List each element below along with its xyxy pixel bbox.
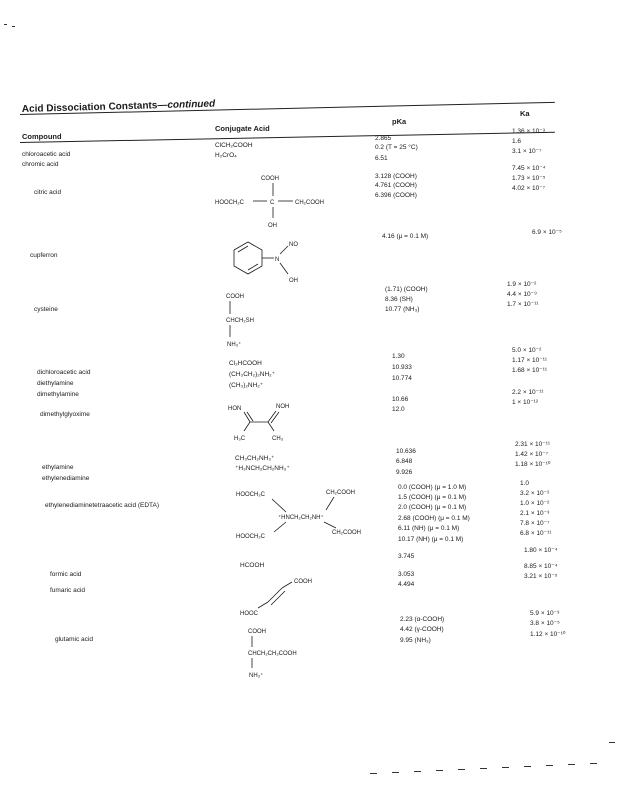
ka-citric-1: 7.45 × 10⁻⁴ [512,165,546,172]
compound-diethylamine: diethylamine [37,380,74,387]
pka-citric-2: 4.761 (COOH) [375,182,417,189]
ka-citric-2: 1.73 × 10⁻⁵ [512,175,546,182]
ka-cupferron: 6.9 × 10⁻⁵ [532,229,562,236]
svg-text:NH₃⁺: NH₃⁺ [227,342,242,348]
svg-text:COOH: COOH [248,629,266,635]
conjugate-ethylamine: CH₃CH₂NH₃⁺ [235,455,275,462]
cupferron-structure [222,236,312,297]
column-header-conjugate-acid: Conjugate Acid [215,124,270,133]
ka-glutamic-3: 1.12 × 10⁻¹⁰ [530,631,566,638]
ka-dimethylamine: 1.68 × 10⁻¹¹ [512,367,548,374]
pka-citric-3: 6.396 (COOH) [375,192,417,199]
compound-ethylamine: ethylamine [42,464,74,471]
ka-chromic-1: 1.6 [512,138,522,145]
ka-chloroacetic: 1.36 × 10⁻³ [512,128,545,135]
pka-edta-5: 6.11 (NH) (μ = 0.1 M) [398,525,460,532]
svg-text:HON: HON [228,406,242,412]
conjugate-ethylenediamine: ⁺H₃NCH₂CH₂NH₃⁺ [235,465,290,472]
ka-edta-4: 2.1 × 10⁻³ [520,510,550,517]
ka-cysteine-3: 1.7 × 10⁻¹¹ [507,301,539,308]
svg-text:CHCH₂CH₂COOH: CHCH₂CH₂COOH [248,651,297,657]
column-header-pka: pKa [392,117,407,126]
conjugate-formic: HCOOH [240,562,265,569]
pka-glutamic-1: 2.23 (α-COOH) [400,616,445,623]
conjugate-dichloroacetic: Cl₂HCOOH [229,360,262,367]
ka-cysteine-1: 1.9 × 10⁻² [507,281,537,288]
svg-text:N: N [275,257,280,263]
ka-ethylenediamine-1: 1.42 × 10⁻⁷ [515,451,549,458]
ka-citric-3: 4.02 × 10⁻⁷ [512,185,546,192]
svg-text:CH₂COOH: CH₂COOH [295,200,324,206]
svg-text:CHCH₂SH: CHCH₂SH [226,318,254,324]
ka-ethylenediamine-2: 1.18 × 10⁻¹⁰ [515,461,551,468]
compound-glutamic-acid: glutamic acid [55,636,93,643]
compound-dimethylamine: dimethylamine [37,391,79,398]
pka-edta-1: 0.0 (COOH) (μ = 1.0 M) [398,484,467,491]
ka-fumaric-1: 8.85 × 10⁻⁴ [524,563,558,570]
svg-text:OH: OH [268,223,277,229]
pka-dimethylglyoxime-2: 12.0 [392,406,405,413]
compound-dichloroacetic-acid: dichloroacetic acid [37,369,91,376]
svg-text:⁺HNCH₂CH₂NH⁺: ⁺HNCH₂CH₂NH⁺ [278,515,324,521]
conjugate-chloroacetic: ClCH₂COOH [215,142,253,149]
pka-cupferron: 4.16 (μ = 0.1 M) [382,233,429,240]
ka-dimethylglyoxime-1: 2.2 × 10⁻¹¹ [512,389,544,396]
pka-chromic-2: 6.51 [375,155,388,162]
ka-diethylamine: 1.17 × 10⁻¹¹ [512,357,548,364]
table-title: Acid Dissociation Constants—continued [21,98,216,115]
svg-text:H₃C: H₃C [234,436,246,442]
compound-dimethylglyoxime: dimethylglyoxime [40,411,90,418]
ka-edta-6: 6.8 × 10⁻¹¹ [520,530,552,537]
cysteine-structure [226,290,296,355]
pka-ethylenediamine-2: 9.926 [396,469,413,476]
compound-fumaric-acid: fumaric acid [50,587,86,594]
pka-edta-4: 2.68 (COOH) (μ = 0.1 M) [398,515,470,522]
ka-chromic-2: 3.1 × 10⁻⁷ [512,148,542,155]
pka-cysteine-1: (1.71) (COOH) [385,286,428,293]
conjugate-dimethylamine: (CH₃)₂NH₂⁺ [229,382,264,389]
ka-edta-1: 1.0 [520,480,530,487]
ka-ethylamine: 2.31 × 10⁻¹¹ [515,441,551,448]
pka-edta-2: 1.5 (COOH) (μ = 0.1 M) [398,494,467,501]
ka-edta-2: 3.2 × 10⁻² [520,490,550,497]
pka-fumaric-1: 3.053 [398,571,415,578]
ka-edta-3: 1.0 × 10⁻² [520,500,550,507]
svg-text:HOOCH₂C: HOOCH₂C [236,534,265,540]
pka-glutamic-2: 4.42 (γ-COOH) [400,626,444,633]
compound-cupferron: cupferron [30,252,58,259]
compound-chromic-acid: chromic acid [22,161,59,168]
pka-formic: 3.745 [398,553,415,560]
pka-glutamic-3: 9.95 (NH₃) [400,637,431,644]
svg-text:CH₂COOH: CH₂COOH [326,490,355,496]
svg-text:COOH: COOH [226,294,244,300]
pka-chloroacetic: 2.865 [375,135,392,142]
pka-dichloroacetic: 1.30 [392,353,405,360]
compound-ethylenediamine: ethylenediamine [42,475,90,482]
svg-text:C: C [270,200,275,206]
pka-diethylamine: 10.933 [392,364,412,371]
pka-dimethylamine: 10.774 [392,375,412,382]
compound-chloroacetic-acid: chloroacetic acid [22,151,71,158]
pka-edta-6: 10.17 (NH) (μ = 0.1 M) [398,536,464,543]
ka-cysteine-2: 4.4 × 10⁻⁹ [507,291,537,298]
svg-text:COOH: COOH [294,579,312,585]
pka-ethylamine: 10.636 [396,448,416,455]
ka-glutamic-2: 3.8 × 10⁻⁵ [530,620,560,627]
conjugate-diethylamine: (CH₃CH₂)₂NH₂⁺ [229,371,276,378]
compound-cysteine: cysteine [34,306,58,313]
glutamic-acid-structure [248,625,338,686]
svg-text:HOOCH₂C: HOOCH₂C [215,200,244,206]
svg-text:NOH: NOH [276,404,290,410]
compound-formic-acid: formic acid [50,571,82,578]
svg-text:CH₂COOH: CH₂COOH [332,530,361,536]
svg-text:HOOC: HOOC [240,611,258,617]
svg-text:NO: NO [289,242,298,248]
conjugate-chromic: H₂CrO₄ [215,152,237,159]
pka-fumaric-2: 4.494 [398,581,415,588]
fumaric-acid-structure [240,574,330,623]
ka-glutamic-1: 5.9 × 10⁻³ [530,610,560,617]
ka-fumaric-2: 3.21 × 10⁻⁵ [524,573,558,580]
ka-formic: 1.80 × 10⁻⁴ [524,547,558,554]
compound-edta: ethylenediaminetetraacetic acid (EDTA) [45,502,160,509]
pka-edta-3: 2.0 (COOH) (μ = 0.1 M) [398,504,467,511]
svg-text:CH₃: CH₃ [272,436,284,442]
column-header-compound: Compound [22,132,62,141]
pka-cysteine-3: 10.77 (NH₃) [385,306,420,313]
citric-acid-structure [215,172,355,237]
ka-dimethylglyoxime-2: 1 × 10⁻¹² [512,399,539,406]
ka-dichloroacetic: 5.0 × 10⁻² [512,347,542,354]
pka-cysteine-2: 8.36 (SH) [385,296,413,303]
pka-dimethylglyoxime-1: 10.66 [392,396,409,403]
edta-structure [236,486,376,547]
header-rule [20,132,555,143]
svg-text:OH: OH [289,278,298,284]
svg-text:HOOCH₂C: HOOCH₂C [236,492,265,498]
pka-ethylenediamine-1: 6.848 [396,458,413,465]
ka-edta-5: 7.8 × 10⁻⁷ [520,520,550,527]
svg-text:COOH: COOH [261,176,279,182]
dimethylglyoxime-structure [228,398,308,449]
compound-citric-acid: citric acid [34,189,62,196]
pka-chromic-1: 0.2 (T = 25 °C) [375,144,418,151]
column-header-ka: Ka [520,109,530,118]
pka-citric-1: 3.128 (COOH) [375,173,417,180]
svg-text:NH₃⁺: NH₃⁺ [249,673,264,679]
